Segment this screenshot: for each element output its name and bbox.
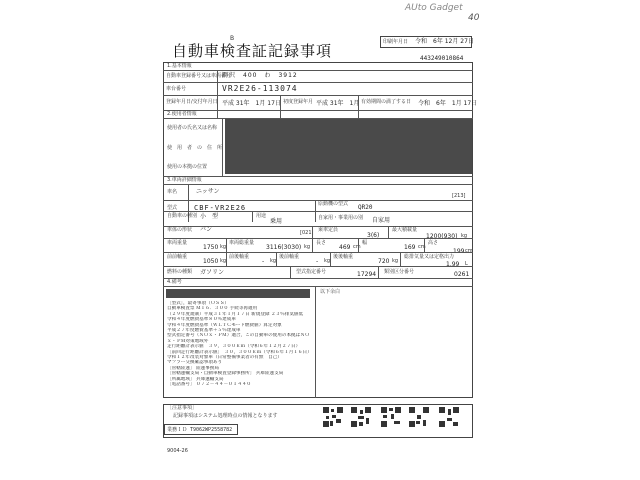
document-number: 443249010864 <box>420 55 464 62</box>
fuel-value: ガソリン <box>200 269 225 276</box>
maker-label: 車名 <box>167 189 178 195</box>
qr-code-icon <box>350 406 372 428</box>
remark-line: 自動車検査票 Ｍ１６．３００ 手続等再適用 <box>167 306 258 312</box>
class-number-label: 類別区分番号 <box>384 269 415 275</box>
ref-id-value: T9062WP2558782 <box>190 427 233 433</box>
user-name-label: 使用者の氏名又は名称 <box>167 125 218 131</box>
chassis-value: VR2E26-113074 <box>222 84 298 93</box>
weight-label: 車両重量 <box>167 240 188 246</box>
remark-line: 走行距離計表示値 ３９，３００ｋｍ（令和６年１２月２７日） <box>167 344 301 350</box>
body-code: [021] <box>300 230 314 236</box>
width-unit: cm <box>418 244 426 250</box>
capacity-value: 3(6) <box>367 232 380 239</box>
engine-value: QR20 <box>358 204 373 211</box>
first-year-value: 平成 31年 1月 <box>316 100 360 107</box>
remark-line: （２９年度規制）平成３１年１月１７日 新規登録 ２３％排気値低 <box>167 311 304 317</box>
use-label: 用途 <box>256 213 267 219</box>
kind-value: 小 型 <box>200 213 219 220</box>
displacement-value: 1.99 <box>446 261 460 268</box>
first-reg-value: 平成 31年 1月 17日 <box>222 100 281 107</box>
remark-line: 令和４年度燃費基準８０％達成車 <box>167 317 236 323</box>
maxload-unit: kg <box>461 233 468 239</box>
rear-mid-label: 後前軸重 <box>279 254 300 260</box>
section2-title: 2.使用者情報 <box>167 111 197 117</box>
length-unit: cm <box>353 244 361 250</box>
gross-label: 車両総重量 <box>229 240 255 246</box>
rear-axle-label: 後後軸重 <box>333 254 354 260</box>
front-mid-label: 前後軸重 <box>229 254 250 260</box>
first-reg-label: 登録年月日/交付年月日 <box>166 99 218 105</box>
expiry-value: 令和 6年 1月 17日 <box>418 100 478 107</box>
maker-code: [213] <box>452 193 466 199</box>
reg-number-label: 自動車登録番号又は車両番号 <box>166 73 232 79</box>
remarks-end-mark: 以下余白 <box>320 289 341 295</box>
fuel-label: 燃料の種類 <box>167 269 193 275</box>
length-label: 長さ <box>316 240 327 246</box>
first-year-label: 初度登録年月 <box>283 99 314 105</box>
weight-value: 1750 <box>203 244 219 251</box>
engine-label: 原動機の型式 <box>318 201 349 207</box>
type-number-value: 17294 <box>357 271 377 278</box>
height-label: 高さ <box>428 240 439 246</box>
maker-value: ニッサン <box>196 188 220 195</box>
purpose-label: 自家用・事業用の別 <box>318 215 364 221</box>
body-label: 車体の形状 <box>167 227 193 233</box>
use-value: 乗用 <box>270 218 283 225</box>
gross-value: 3116(3030) <box>266 244 302 251</box>
notice-title: ［注意事項］ <box>167 405 198 411</box>
notice-text: 記録事項はシステム処理時点の情報となります <box>173 413 278 419</box>
front-axle-unit: kg <box>220 258 227 264</box>
remark-line: ［管轄運輸支局・自動車検査登録事務所］ 兵庫陸運支局 <box>167 371 284 377</box>
remark-line: 型式指定番号（ＮＯｘ・ＰＭ）適合，この自動車の使用の本拠はＮＯ <box>167 333 310 339</box>
kind-label: 自動車の種別 <box>167 213 198 219</box>
issue-date-label: 印刷年月日 <box>383 39 409 45</box>
remark-line: 令和１２年改装対象車（日常整備事業者の有無 自己） <box>167 355 282 361</box>
remark-line: 令和４年度燃費基準（ＷＬＴＣモード燃費値）算定対象 <box>167 322 282 328</box>
remarks-list <box>167 301 313 388</box>
section3-title: 3.車両詳細情報 <box>167 177 202 183</box>
handwritten-scribble: AUto Gadget <box>405 3 463 13</box>
user-address-label: 使 用 者 の 住 所 <box>167 145 223 151</box>
page-number: 40 <box>468 13 480 23</box>
qr-code-icon <box>408 406 430 428</box>
rear-mid-unit: kg <box>324 258 331 264</box>
length-value: 469 <box>339 244 351 251</box>
maxload-label: 最大積載量 <box>392 227 418 233</box>
page-title: 自動車検査証記録事項 <box>172 42 333 60</box>
rear-axle-value: 720 <box>378 258 390 265</box>
model-label: 型式 <box>167 205 178 211</box>
remark-line: ［型式］，最寄事項（ＯＳＳ） <box>167 301 230 306</box>
type-number-label: 型式指定番号 <box>296 269 327 275</box>
front-mid-unit: kg <box>270 258 277 264</box>
remark-line: マフラー交換確認事項あり <box>167 360 223 366</box>
expiry-label: 有効期間の満了する日 <box>361 99 412 105</box>
remark-line: ［管轄陸運］ 陸運事務局 <box>167 365 219 371</box>
ref-id-label: 業務ＩＤ <box>167 427 188 433</box>
form-mark: B <box>230 35 235 42</box>
height-value: 199 <box>453 248 465 255</box>
qr-code-icon <box>438 406 460 428</box>
class-number-value: 0261 <box>454 271 470 278</box>
maxload-value: 1200(930) <box>426 233 458 240</box>
purpose-value: 自家用 <box>372 217 391 224</box>
rear-mid-value: - <box>316 258 319 265</box>
qr-code-icon <box>322 406 344 428</box>
redacted-owner-info <box>225 119 472 174</box>
remark-line: ［前回走行距離計表示値］ ３０，３００ｋｍ（令和６年１月１６日） <box>167 349 312 355</box>
issue-date-value: 令和 6年 12月 27日 <box>415 38 474 45</box>
weight-unit: kg <box>220 244 227 250</box>
remark-line: 平成２７年度燃費基準＋５％達成車 <box>167 328 241 334</box>
remark-line: ｘ・ＰＭ対策地域外 <box>167 338 209 344</box>
base-location-label: 使用の本拠の位置 <box>167 164 208 170</box>
body-value: バン <box>200 226 213 233</box>
displacement-unit: L <box>465 261 468 267</box>
width-label: 幅 <box>362 240 368 246</box>
gross-unit: kg <box>304 244 311 250</box>
section1-title: 1.基本情報 <box>167 63 192 69</box>
reg-number-value: 岡沢 400 わ 3912 <box>222 72 298 79</box>
front-axle-label: 前前軸重 <box>167 254 188 260</box>
front-mid-value: - <box>262 258 265 265</box>
front-axle-value: 1050 <box>203 258 219 265</box>
section4-title: 4.備考 <box>167 279 182 285</box>
displacement-label: 総排気量又は定格出力 <box>404 254 455 260</box>
model-value: CBF-VR2E26 <box>194 204 247 212</box>
width-value: 169 <box>404 244 416 251</box>
remark-line: ［所属地域］ 兵庫運輸支局 <box>167 376 224 382</box>
remark-line: ［電話番号］ ０７２－４４－０１４４０ <box>167 382 252 388</box>
qr-code-icon <box>380 406 402 428</box>
capacity-label: 乗車定員 <box>318 227 339 233</box>
chassis-label: 車台番号 <box>166 86 187 92</box>
form-code: 9004-26 <box>167 448 188 454</box>
rear-axle-unit: kg <box>392 258 399 264</box>
redacted-remark-block <box>166 289 310 298</box>
height-unit: cm <box>465 248 473 254</box>
